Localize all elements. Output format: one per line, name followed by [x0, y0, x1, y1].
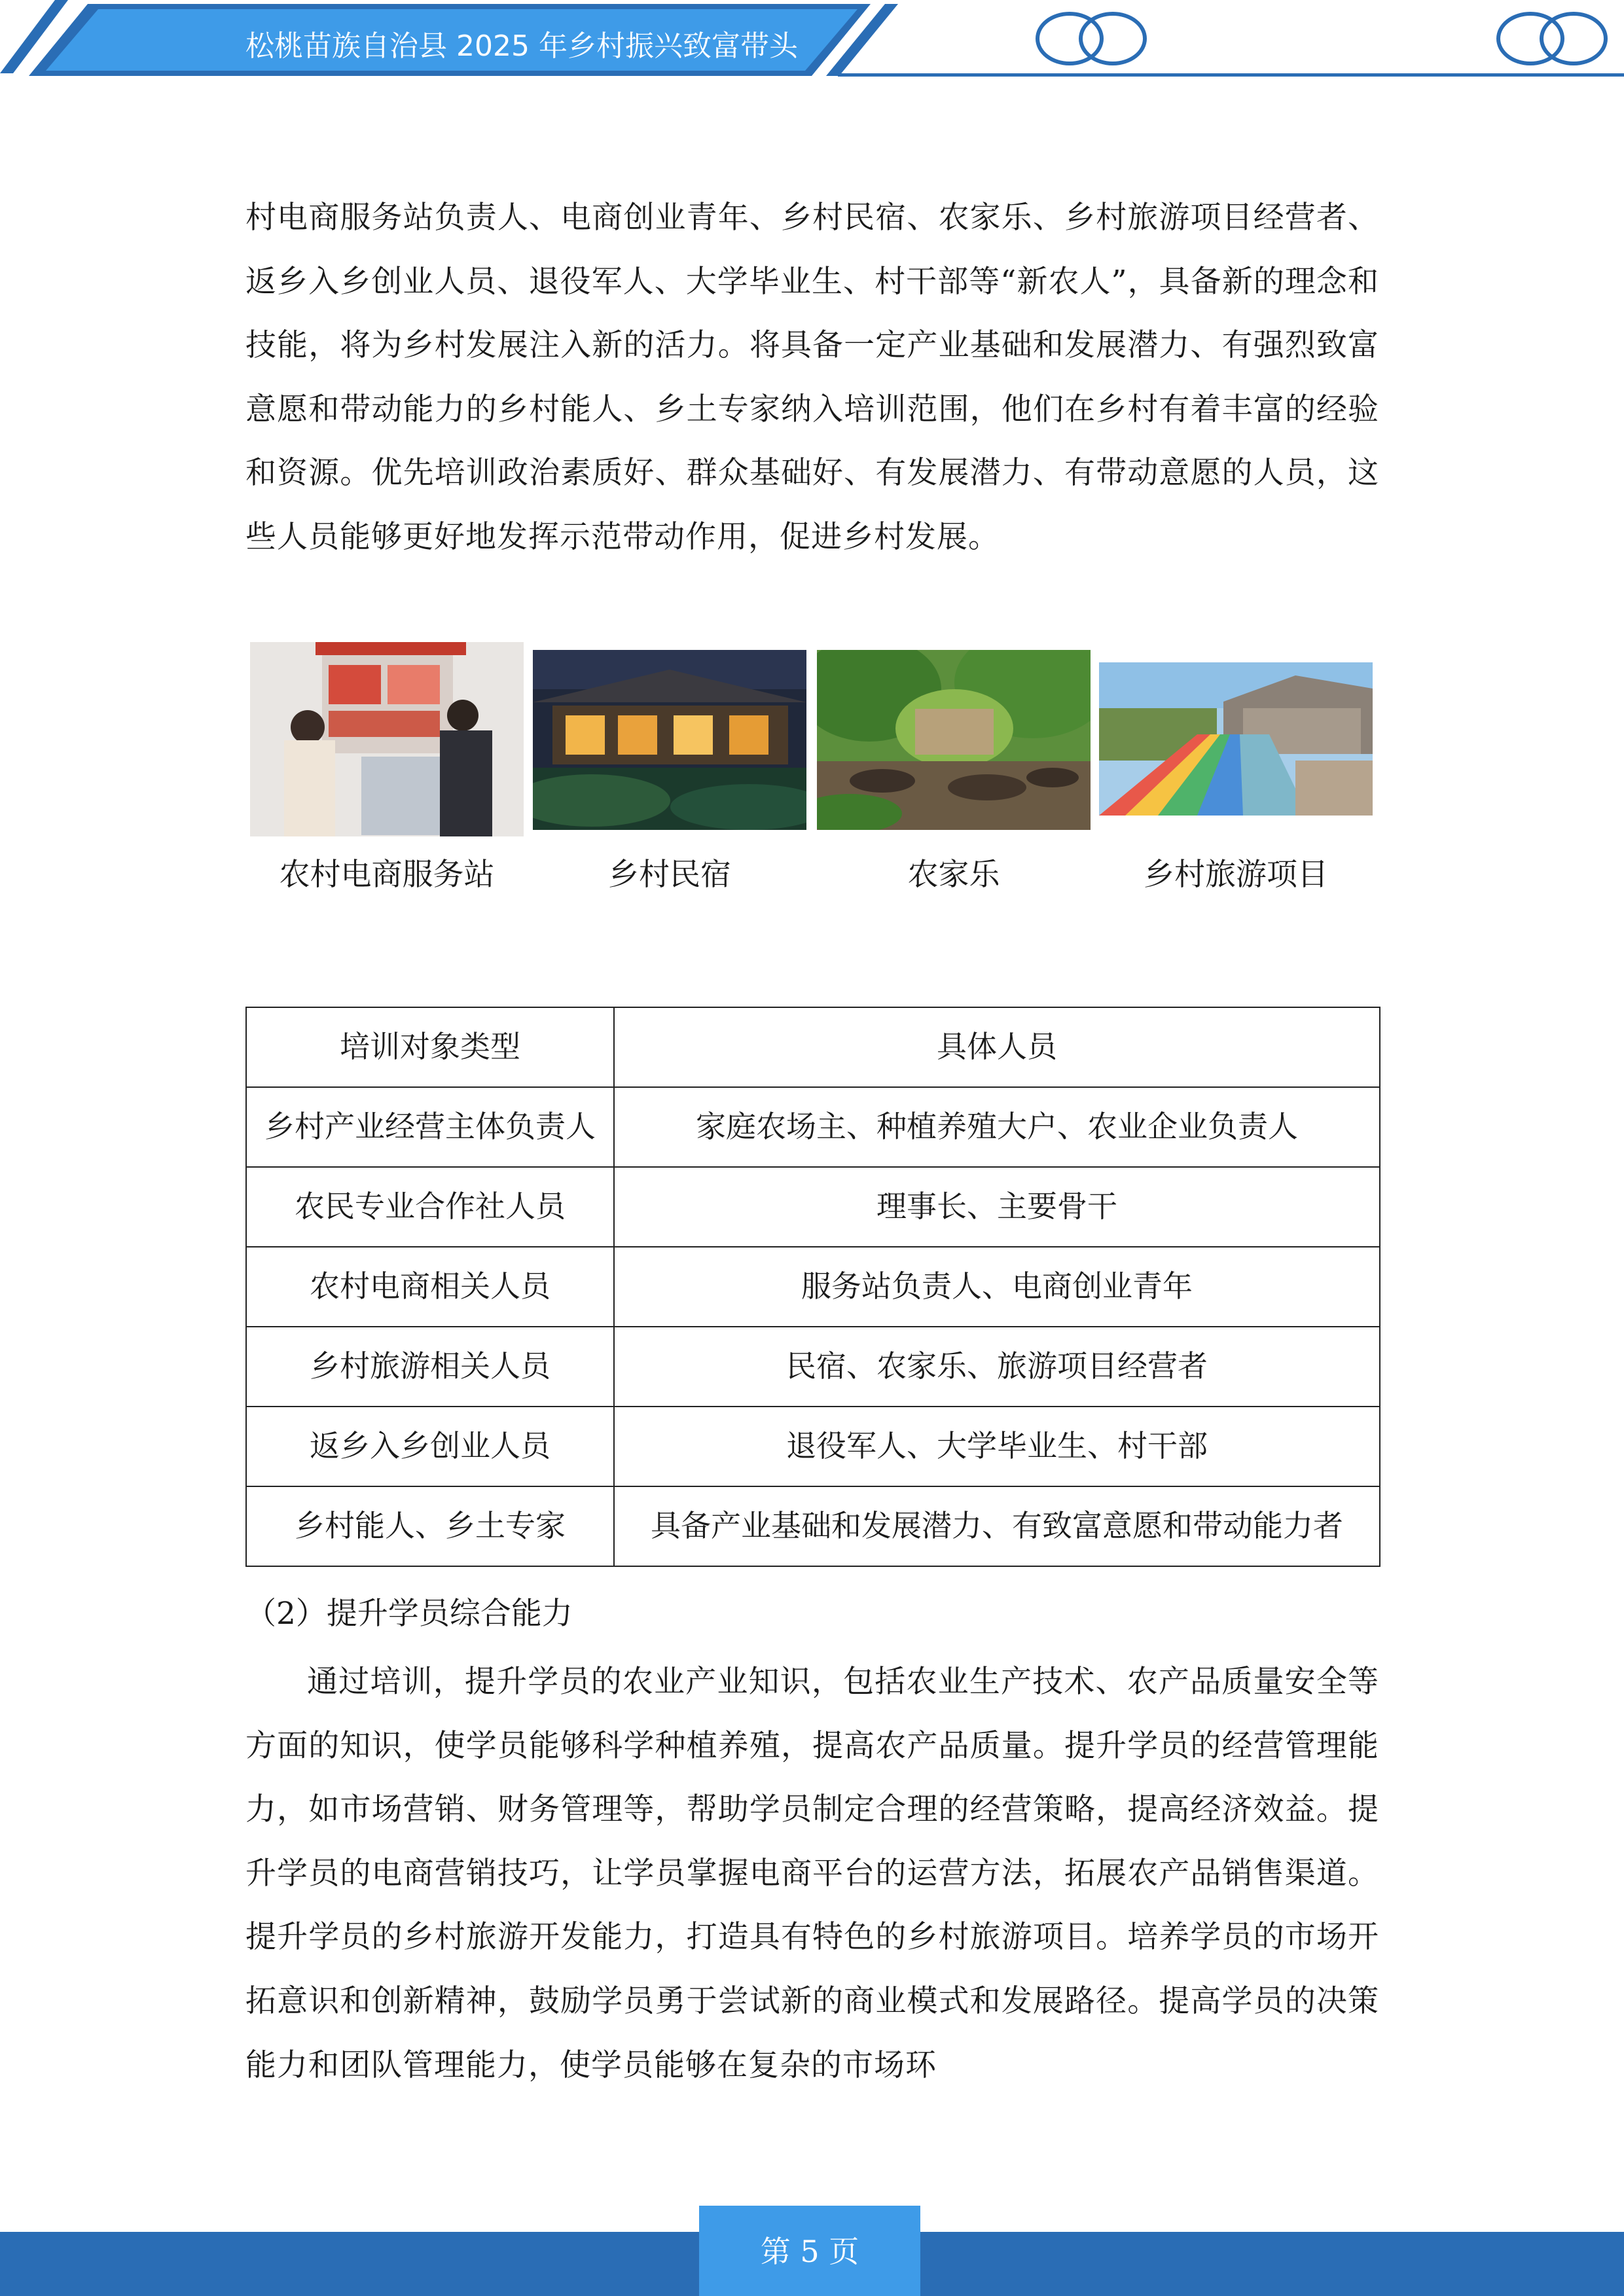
photo-caption: 农家乐	[907, 857, 1000, 893]
table-header-row	[246, 1007, 1380, 1087]
table-row	[246, 1247, 1380, 1327]
table-cell-people: 具备产业基础和发展潜力、有致富意愿和带动能力者	[614, 1486, 1380, 1566]
table-header-cell: 具体人员	[614, 1007, 1380, 1087]
photo-farm-stay	[817, 650, 1091, 830]
header-title: 松桃苗族自治县 2025 年乡村振兴致富带头	[245, 29, 798, 63]
table-row	[246, 1167, 1380, 1247]
table-cell-type: 乡村旅游相关人员	[246, 1327, 614, 1407]
intro-paragraph: 村电商服务站负责人、电商创业青年、乡村民宿、农家乐、乡村旅游项目经营者、返乡入乡创业人员、退役军人、大学毕业生、村干部等“新农人”，具备新的理念和技能，将为乡村发展注入新的活力。将具备一定产业基础和发展潜力、有强烈致富意愿和带动能力的乡村能人、乡土专家纳入培训范围，他们在乡村有着丰富的经验和资源。优先培训政治素质好、群众基础好、有发展潜力、有带动意愿的人员，这些人员能够更好地发挥示范带动作用，促进乡村发展。	[245, 200, 1379, 555]
table-cell-people: 服务站负责人、电商创业青年	[614, 1247, 1380, 1327]
table-row	[246, 1327, 1380, 1407]
table-cell-type: 乡村产业经营主体负责人	[246, 1087, 614, 1167]
page-number: 第 5 页	[760, 2234, 859, 2269]
table-cell-type: 乡村能人、乡土专家	[246, 1486, 614, 1566]
table-cell-people: 退役军人、大学毕业生、村干部	[614, 1407, 1380, 1486]
table-row	[246, 1087, 1380, 1167]
rings-logo-icon	[1496, 12, 1614, 75]
rings-logo-icon	[1036, 12, 1153, 75]
training-target-table	[245, 1007, 1380, 1567]
photo-rural-tourism	[1099, 662, 1373, 816]
table-cell-type: 返乡入乡创业人员	[246, 1407, 614, 1486]
table-cell-type: 农村电商相关人员	[246, 1247, 614, 1327]
section-paragraph: 通过培训，提升学员的农业产业知识，包括农业生产技术、农产品质量安全等方面的知识，使学员能够科学种植养殖，提高农产品质量。提升学员的经营管理能力，如市场营销、财务管理等，帮助学员制定合理的经营策略，提高经济效益。提升学员的电商营销技巧，让学员掌握电商平台的运营方法，拓展农产品销售渠道。提升学员的乡村旅游开发能力，打造具有特色的乡村旅游项目。培养学员的市场开拓意识和创新精神，鼓励学员勇于尝试新的商业模式和发展路径。提高学员的决策能力和团队管理能力，使学员能够在复杂的市场环	[245, 1664, 1379, 2083]
photo-caption: 乡村旅游项目	[1144, 857, 1328, 893]
section-heading: （2）提升学员综合能力	[245, 1596, 573, 1632]
photo-homestay	[533, 650, 806, 830]
photo-caption: 农村电商服务站	[279, 857, 495, 893]
table-cell-people: 理事长、主要骨干	[614, 1167, 1380, 1247]
page-header	[0, 0, 1624, 85]
photo-ecommerce-station	[250, 642, 524, 836]
photo-caption: 乡村民宿	[608, 857, 731, 893]
table-row	[246, 1407, 1380, 1486]
table-cell-people: 民宿、农家乐、旅游项目经营者	[614, 1327, 1380, 1407]
table-row	[246, 1486, 1380, 1566]
table-cell-type: 农民专业合作社人员	[246, 1167, 614, 1247]
table-cell-people: 家庭农场主、种植养殖大户、农业企业负责人	[614, 1087, 1380, 1167]
table-header-cell: 培训对象类型	[246, 1007, 614, 1087]
